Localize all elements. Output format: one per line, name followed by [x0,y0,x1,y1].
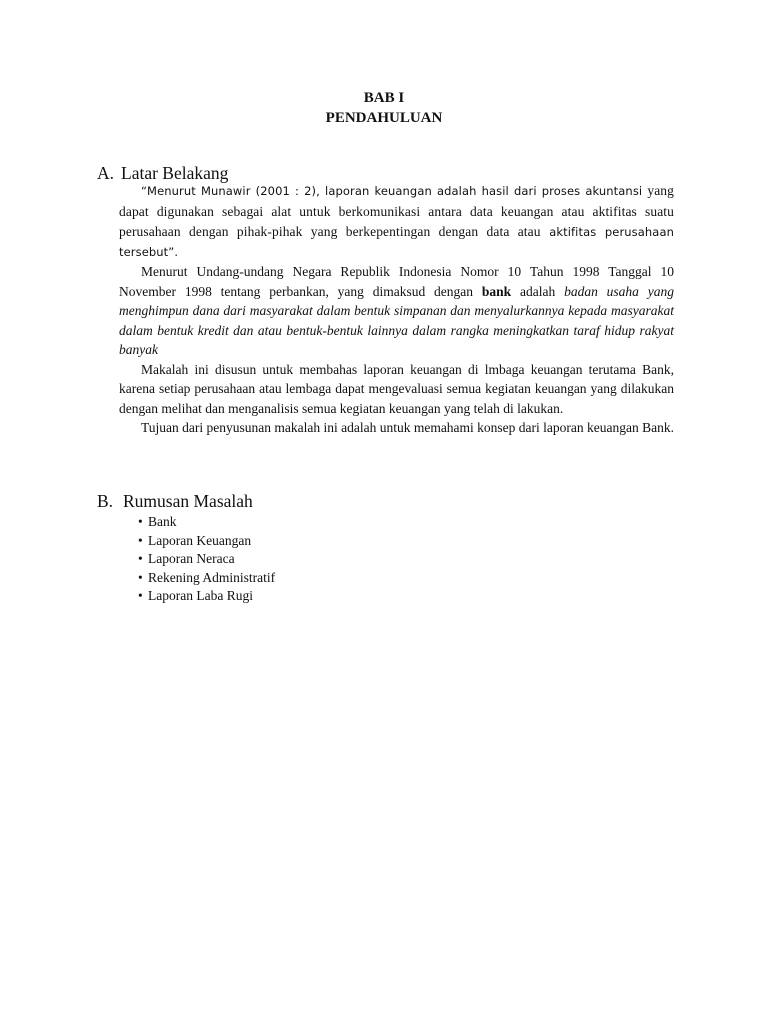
quote-middle: yang dapat digunakan sebagai alat untuk berkomunikasi antara data keuangan atau aktifitas suatu perusahaan dengan pihak-pihak yang berkepentingan dengan data atau [119,183,674,239]
definition-italic: badan usaha yang menghimpun dana dari masyarakat dalam bentuk simpanan dan menyalurkannya kepada masyarakat dalam bentuk kredit dan atau bentuk-bentuk lainnya dalam rangka meningkatkan taraf hidup rakyat banyak [119,283,675,357]
bullet-icon: • [138,569,143,585]
paragraph-quote-munawir [119,181,674,262]
bullet-icon: • [138,532,143,548]
definition-term-bank: bank [481,283,512,299]
chapter-number: BAB I [363,90,405,106]
quote-line-1: “Menurut Munawir (2001 : 2), laporan keuangan adalah hasil dari proses akuntansi [141,184,643,198]
definition-intro: Menurut Undang-undang Negara Republik Indonesia Nomor 10 Tahun 1998 Tanggal 10 November 1998 tentang perbankan, yang dimaksud dengan [119,264,674,299]
paragraph-definition-bank [119,262,674,360]
list-item: • Rekening Administratif [138,569,275,588]
list-item: • Bank [138,513,275,532]
paragraph-goal: Tujuan dari penyusunan makalah ini adalah untuk memahami konsep dari laporan keuangan Bank. [141,420,674,435]
section-b-heading [97,490,253,512]
section-a-body [119,181,674,438]
section-b-letter: B. [97,491,114,511]
list-item: • Laporan Keuangan [138,532,275,551]
bullet-icon: • [138,551,143,566]
quote-end: aktifitas perusahaan tersebut”. [119,225,674,259]
paragraph-purpose: Makalah ini disusun untuk membahas laporan keuangan di lmbaga keuangan terutama Bank, karena setiap perusahaan atau lembaga dapat mengevaluasi semua kegiatan keuangan yang dilakukan dengan melihat dan menganalisis semua kegiatan keuangan yang telah di lakukan. [119,361,674,416]
section-b-title: Rumusan Masalah [123,491,253,511]
section-a-title: Latar Belakang [121,163,229,183]
bullet-icon: • [138,588,143,603]
list-item: • Laporan Laba Rugi [138,587,275,606]
section-a-letter: A. [97,163,115,183]
chapter-title: PENDAHULUAN [325,110,443,126]
bullet-icon: • [138,514,143,529]
definition-connector: adalah [520,283,556,299]
problem-list [138,513,275,606]
list-item: • Laporan Neraca [138,550,275,569]
